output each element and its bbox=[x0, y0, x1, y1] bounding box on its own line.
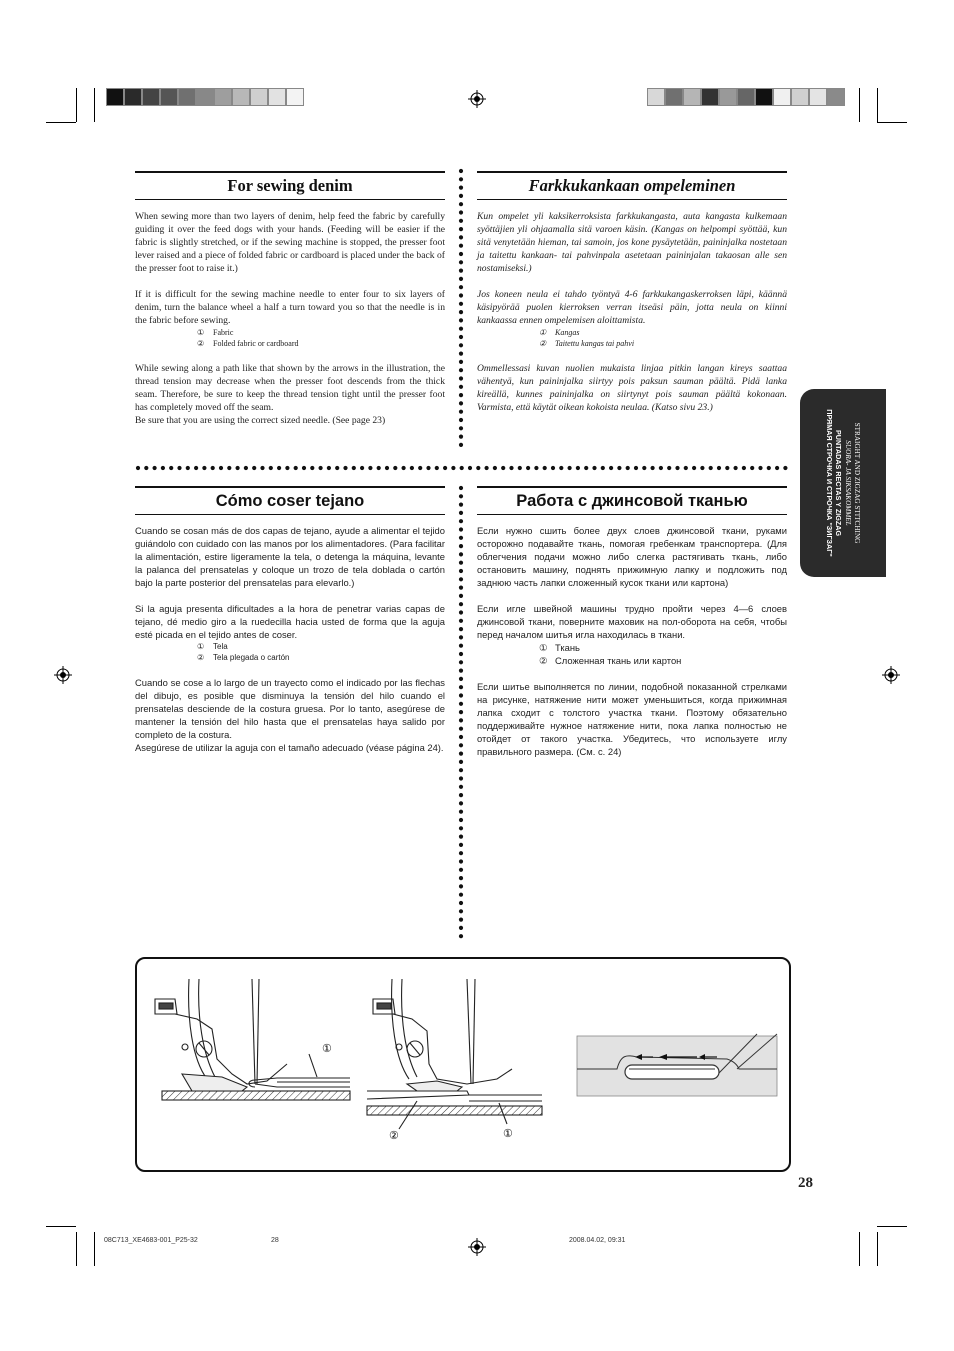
vertical-dotted-separator bbox=[458, 485, 464, 940]
crop-mark bbox=[859, 88, 860, 122]
color-swatch bbox=[286, 88, 304, 106]
crop-mark bbox=[76, 1232, 77, 1266]
crop-mark bbox=[877, 1226, 907, 1227]
crop-mark bbox=[76, 88, 77, 122]
legend-item: ① Fabric bbox=[197, 328, 234, 337]
paragraph: Jos koneen neula ei tahdo työntyä 4-6 farkkukangaskerroksen läpi, käännä käsipyörää puolen kierroksen verran itseäsi päin, jotta neula on kiinni kankaassa ennen ompelemisen aloittamista. bbox=[477, 289, 787, 326]
color-swatch bbox=[142, 88, 160, 106]
paragraph: Asegúrese de utilizar la aguja con el tamaño adecuado (véase página 24). bbox=[135, 742, 444, 753]
heading-english: For sewing denim bbox=[135, 171, 445, 200]
registration-mark-icon bbox=[882, 666, 900, 684]
vertical-dotted-separator bbox=[458, 168, 464, 453]
color-swatch bbox=[214, 88, 232, 106]
heading-spanish: Cómo coser tejano bbox=[135, 486, 445, 515]
color-swatch bbox=[683, 88, 701, 106]
crop-mark bbox=[877, 1232, 878, 1266]
crop-mark bbox=[94, 88, 95, 122]
seam-path-figure bbox=[577, 1034, 777, 1096]
paragraph: Kun ompelet yli kaksikerroksista farkkukangasta, auta kangasta kulkemaan syöttäjien yli ohjaamalla sitä varoen käsin. (Kangas on helpompi syöttää, kun sitä venytetään hieman, tai samoin, jos kone pysäytetään, paininjalka nostetaan ja taitettu kankaan- tai pahvinpala asetetaan paininjalan takaosan alle sen nostamiseksi.) bbox=[477, 211, 787, 274]
color-swatch bbox=[809, 88, 827, 106]
registration-mark-icon bbox=[468, 90, 486, 108]
paragraph: Если игле швейной машины трудно пройти через 4—6 слоев джинсовой ткани, поверните маховик на пол-оборота на себя, чтобы перед началом шитья игла находилась в ткани. bbox=[477, 603, 787, 640]
presser-foot-figure-1 bbox=[155, 979, 350, 1100]
crop-mark bbox=[46, 122, 76, 123]
color-swatch bbox=[124, 88, 142, 106]
color-swatch bbox=[178, 88, 196, 106]
color-swatch bbox=[196, 88, 214, 106]
color-bar-right bbox=[647, 88, 845, 106]
callout-1: ① bbox=[322, 1043, 332, 1055]
page-number: 28 bbox=[798, 1175, 813, 1191]
color-swatch bbox=[701, 88, 719, 106]
crop-mark bbox=[877, 122, 907, 123]
legend-item: ① Ткань bbox=[539, 642, 580, 653]
paragraph: While sewing along a path like that shown by the arrows in the illustration, the thread tension may decrease when the presser foot descends from the thick seam. Therefore, be sure to keep the thread tension tight until the presser foot has completely moved off the seam. bbox=[135, 363, 445, 413]
callout-2: ② bbox=[389, 1130, 399, 1142]
paragraph: Ommellessasi kuvan nuolien mukaista linjaa pitkin langan kireys saattaa vähentyä, kun paininjalka siirtyy pois paksun sauman päältä. Pidä lanka kireällä, kunnes paininjalka on siirtynyt pois sauman päältä kokonaan. Varmista, että käytät oikean kokoista neulaa. (Katso sivu 23.) bbox=[477, 363, 787, 413]
section-finnish bbox=[477, 210, 787, 414]
legend-item: ① Kangas bbox=[539, 328, 580, 337]
footer-page: 28 bbox=[271, 1237, 279, 1244]
footer-date: 2008.04.02, 09:31 bbox=[569, 1237, 626, 1244]
paragraph: Cuando se cosan más de dos capas de tejano, ayude a alimentar el tejido guiándolo con cuidado con las manos por los alimentadores. (Para facilitar la alimentación, estire ligeramente la tela, o detenga la máquina, levante la palanca del prensatelas y coloque un trozo de tela doblada o cartón bajo la parte posterior del prensatelas para elevarlo.) bbox=[135, 525, 445, 588]
color-swatch bbox=[250, 88, 268, 106]
legend-item: ② Tela plegada o cartón bbox=[197, 653, 290, 662]
registration-mark-icon bbox=[468, 1238, 486, 1256]
legend-item: ② Taitettu kangas tai pahvi bbox=[539, 339, 635, 348]
footer-filename: 08C713_XE4683-001_P25-32 bbox=[104, 1237, 198, 1244]
legend-item: ② Folded fabric or cardboard bbox=[197, 339, 299, 348]
illustration-box bbox=[135, 957, 791, 1172]
color-swatch bbox=[737, 88, 755, 106]
section-russian bbox=[477, 524, 787, 758]
crop-mark bbox=[859, 1232, 860, 1266]
color-swatch bbox=[827, 88, 845, 106]
paragraph: When sewing more than two layers of denim, help feed the fabric by carefully guiding it over the feed dogs with your hands. (Feeding will be easier if the fabric is slightly stretched, or if the sewing machine is stopped, the presser foot lever raised and a piece of folded fabric or cardboard is placed under the back of the presser foot to raise it.) bbox=[135, 211, 445, 274]
crop-mark bbox=[94, 1232, 95, 1266]
paragraph: Si la aguja presenta dificultades a la hora de penetrar varias capas de tejano, dé medio giro a la ruedecilla hacia usted de forma que la aguja esté picada en el tejido antes de coser. bbox=[135, 603, 445, 640]
denim-sewing-illustration bbox=[137, 959, 789, 1170]
paragraph: Если нужно сшить более двух слоев джинсовой ткани, руками осторожно подавайте ткань, помогая гребенкам транспортера. (Для облегчения подачи можно либо слегка растягивать ткань, либо остановить машину, поднять прижимную лапку и подложить под заднюю часть лапки сложенный кусок ткани или картона) bbox=[477, 525, 787, 588]
color-swatch bbox=[791, 88, 809, 106]
color-swatch bbox=[232, 88, 250, 106]
presser-foot-figure-2 bbox=[367, 979, 542, 1129]
section-english bbox=[135, 210, 445, 427]
chapter-tab-label: STRAIGHT AND ZIGZAG STITCHING SUORA- JA SIKSAKOMMEL PUNTADAS RECTAS Y ZIGZAG ПРЯМАЯ СТРОЧКА И СТРОЧКА "ЗИГЗАГ" bbox=[825, 409, 861, 557]
color-swatch bbox=[647, 88, 665, 106]
paragraph: Be sure that you are using the correct sized needle. (See page 23) bbox=[135, 415, 386, 426]
color-bar-left bbox=[106, 88, 304, 106]
color-swatch bbox=[719, 88, 737, 106]
heading-finnish: Farkkukankaan ompeleminen bbox=[477, 171, 787, 200]
section-spanish bbox=[135, 524, 445, 754]
color-swatch bbox=[755, 88, 773, 106]
crop-mark bbox=[46, 1226, 76, 1227]
color-swatch bbox=[160, 88, 178, 106]
crop-mark bbox=[877, 88, 878, 122]
color-swatch bbox=[773, 88, 791, 106]
paragraph: Cuando se cose a lo largo de un trayecto como el indicado por las flechas del dibujo, es posible que disminuya la tensión del hilo cuando el prensatelas desciende de la costura gruesa. Por lo tanto, asegúrese de mantener la tensión del hilo hasta que el prensatelas haya salido por completo de la costura. bbox=[135, 677, 445, 740]
paragraph: If it is difficult for the sewing machine needle to enter four to six layers of denim, turn the balance wheel a half a turn toward you so that the needle is in the fabric before sewing. bbox=[135, 289, 445, 326]
color-swatch bbox=[106, 88, 124, 106]
color-swatch bbox=[665, 88, 683, 106]
legend-item: ② Сложенная ткань или картон bbox=[539, 655, 682, 666]
color-swatch bbox=[268, 88, 286, 106]
callout-3: ① bbox=[503, 1128, 513, 1140]
heading-russian: Работа с джинсовой тканью bbox=[477, 486, 787, 515]
horizontal-dotted-separator bbox=[135, 465, 789, 471]
paragraph: Если шитье выполняется по линии, подобной показанной стрелками на рисунке, натяжение нити может уменьшиться, когда прижимная лапка сходит с толстого участка ткани. Поэтому обязательно поддерживайте нужное натяжение нити, пока лапка полностью не отойдет от такого участка. Убедитесь, что используете иглу правильного размера. (См. с. 24) bbox=[477, 681, 787, 757]
registration-mark-icon bbox=[54, 666, 72, 684]
legend-item: ① Tela bbox=[197, 642, 228, 651]
